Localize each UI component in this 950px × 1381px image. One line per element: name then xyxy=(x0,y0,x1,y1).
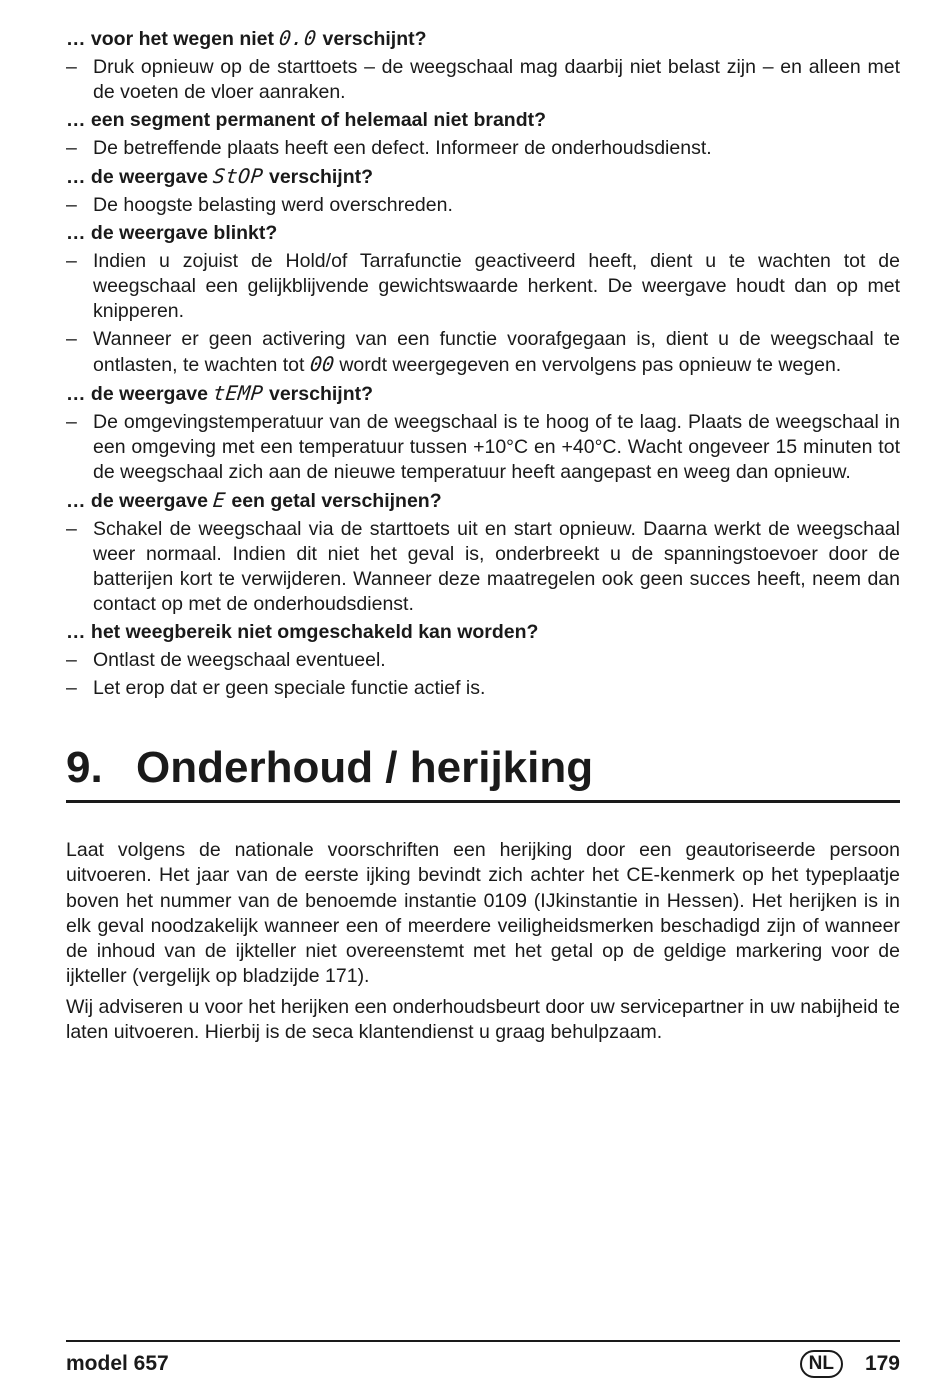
faq-answer: – Ontlast de weegschaal eventueel. xyxy=(66,648,900,673)
faq-question: … een segment permanent of helemaal niet brandt? xyxy=(66,109,547,131)
section-number: 9. xyxy=(66,743,103,792)
faq-question: … de weergave E een getal verschijnen? xyxy=(66,488,442,512)
faq-answer: – Schakel de weegschaal via de starttoets uit en start opnieuw. Daarna werkt de weegschaal weer normaal. Indien dit niet het geval is, onderbreekt u de spanningstoevoer door de batterijen kort te verwijderen. Wanneer deze maatregelen ook geen succes heeft, neem dan contact op met de onderhoudsdienst. xyxy=(66,517,900,617)
faq-answer: – Let erop dat er geen speciale functie actief is. xyxy=(66,676,900,701)
faq-question: … de weergave blinkt? xyxy=(66,222,278,244)
paragraph: Laat volgens de nationale voorschriften een herijking door een geautoriseerde persoon uitvoeren. Het jaar van de eerste ijking bevindt zich achter het CE-kenmerk op het typeplaatje boven het nummer van de benoemde instantie 0109 (IJkinstantie in Hessen). Het herijken is in elk geval noodzakelijk wanneer een of meerdere veiligheidsmerken beschadigd zijn of wanneer de inhoud van de ijkteller niet overeenstemt met het getal op de geldige markering voor de ijkteller (vergelijk op bladzijde 171). xyxy=(66,839,900,988)
display-segment: 00 xyxy=(308,352,336,376)
troubleshooting-list xyxy=(66,26,900,704)
section-body xyxy=(66,838,900,1050)
display-segment: E xyxy=(212,488,228,512)
language-badge: NL xyxy=(800,1350,843,1378)
faq-answer: – De hoogste belasting werd overschreden. xyxy=(66,193,900,218)
faq-question: … voor het wegen niet 0.0 verschijnt? xyxy=(66,26,427,50)
display-segment: tEMP xyxy=(212,381,265,405)
faq-question: … de weergave tEMP verschijnt? xyxy=(66,381,374,405)
faq-question: … de weergave StOP verschijnt? xyxy=(66,164,374,188)
faq-answer: – Druk opnieuw op de starttoets – de weegschaal mag daarbij niet belast zijn – en alleen met de voeten de vloer aanraken. xyxy=(66,55,900,105)
footer-model: model 657 xyxy=(66,1352,169,1375)
faq-answer: – De betreffende plaats heeft een defect. Informeer de onderhoudsdienst. xyxy=(66,136,900,161)
faq-question: … het weegbereik niet omgeschakeld kan worden? xyxy=(66,621,539,643)
faq-answer: – De omgevingstemperatuur van de weegschaal is te hoog of te laag. Plaats de weegschaal in een omgeving met een temperatuur tussen +10°C en +40°C. Wacht ongeveer 15 minuten tot de weegschaal zich aan de nieuwe temperatuur heeft aangepast en weeg dan opnieuw. xyxy=(66,410,900,485)
page-number: 179 xyxy=(864,1352,900,1375)
faq-answer: – Wanneer er geen activering van een functie voorafgegaan is, dient u de weegschaal te ontlasten, te wachten tot 00 wordt weergegeven en vervolgens pas opnieuw te wegen. xyxy=(66,327,900,378)
display-segment: 0.0 xyxy=(278,26,319,50)
display-segment: StOP xyxy=(212,164,265,188)
section-title: Onderhoud / herijking xyxy=(136,743,594,792)
faq-answer: – Indien u zojuist de Hold/of Tarrafunctie geactiveerd heeft, dient u te wachten tot de weegschaal een gelijkblijvende gewichtswaarde herkent. De weergave houdt dan op met knipperen. xyxy=(66,249,900,324)
section-heading xyxy=(66,740,900,803)
paragraph: Wij adviseren u voor het herijken een onderhoudsbeurt door uw servicepartner in uw nabijheid te laten uitvoeren. Hierbij is de seca klantendienst u graag behulpzaam. xyxy=(66,995,900,1044)
page-footer xyxy=(66,1340,900,1378)
